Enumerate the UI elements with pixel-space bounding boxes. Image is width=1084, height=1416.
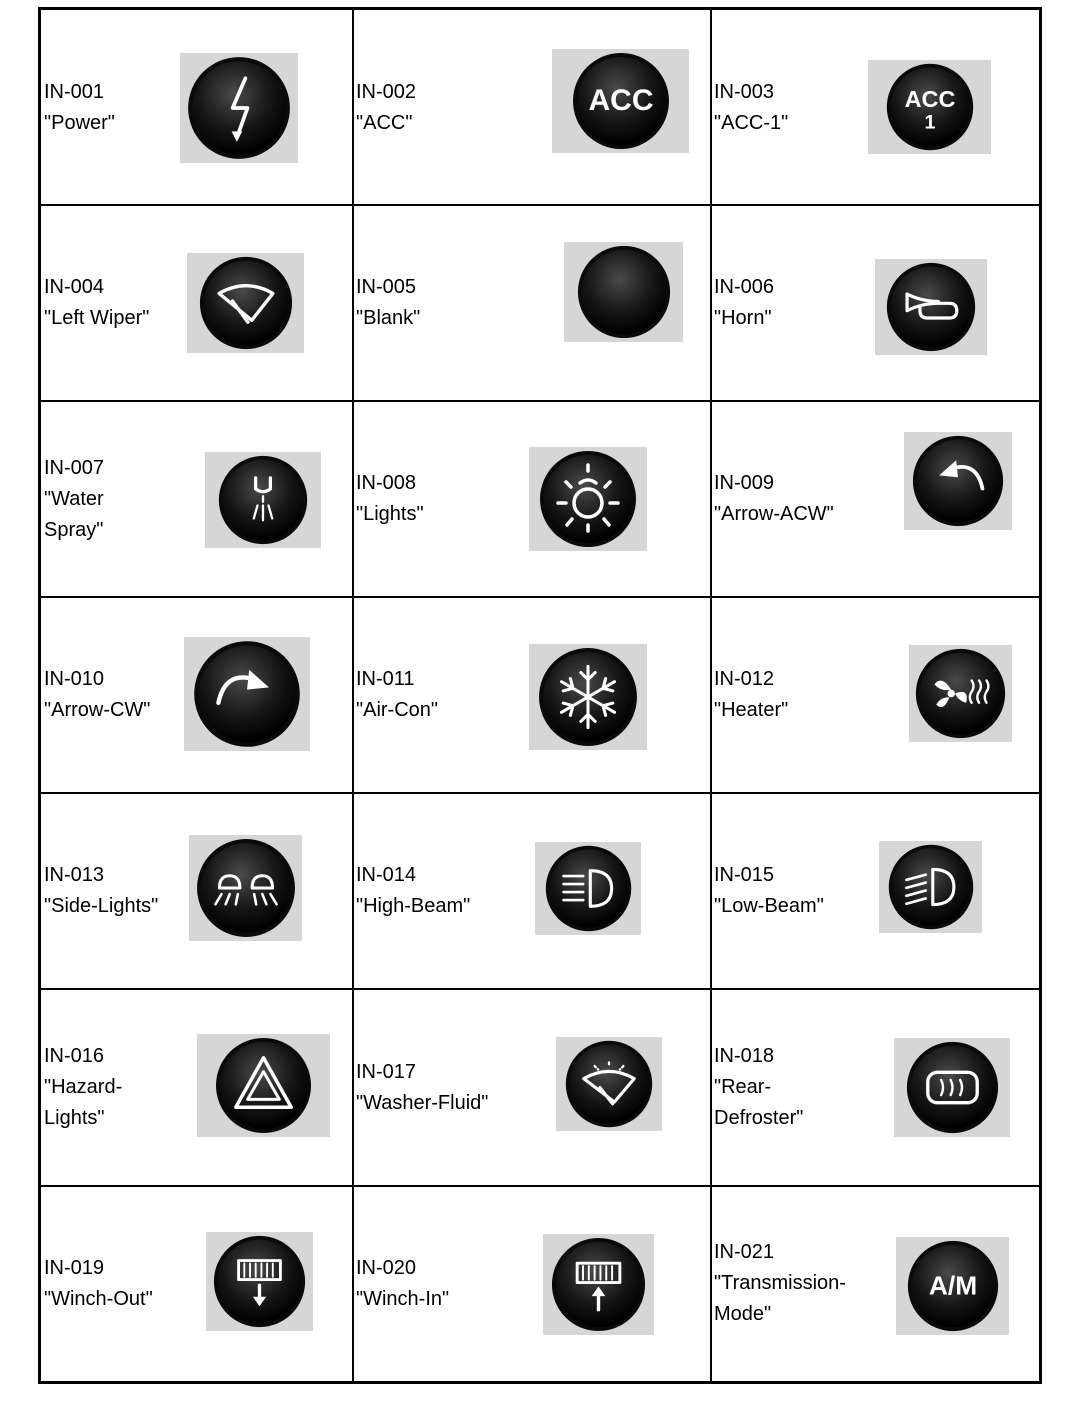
icon-label <box>44 793 158 989</box>
part-number: IN-003 <box>714 80 775 103</box>
svg-text:ACC: ACC <box>904 86 955 112</box>
icon-label <box>356 401 424 597</box>
icon-image <box>896 1237 1009 1335</box>
icon-label <box>714 989 803 1186</box>
part-number: IN-020 <box>356 1256 417 1279</box>
part-number: IN-009 <box>714 472 775 494</box>
transmission-mode-icon <box>906 1239 1000 1333</box>
icon-name: "Winch-In" <box>356 1287 450 1310</box>
part-number: IN-004 <box>44 276 105 298</box>
low-beam-icon <box>887 843 975 931</box>
icon-name: "Air-Con" <box>356 699 438 721</box>
icon-cell <box>41 205 353 401</box>
icon-label <box>44 401 104 597</box>
high-beam-icon <box>544 844 633 933</box>
part-number: IN-001 <box>44 80 105 103</box>
hazard-icon <box>214 1036 313 1135</box>
icon-name: "Lights" <box>356 503 424 525</box>
water-spray-icon <box>217 454 309 546</box>
icon-label <box>44 989 122 1186</box>
icon-image <box>879 841 982 933</box>
icon-image <box>556 1037 662 1131</box>
icon-name: Lights" <box>44 1107 105 1129</box>
icon-image <box>206 1232 313 1331</box>
icon-label <box>714 401 834 597</box>
icon-cell <box>41 989 353 1186</box>
icon-name: Mode" <box>714 1303 772 1325</box>
icon-name: "Rear- <box>714 1076 772 1098</box>
icon-label <box>714 205 774 401</box>
icon-image <box>875 259 987 355</box>
icon-name: "Transmission- <box>714 1272 846 1294</box>
icon-cell <box>353 793 711 989</box>
icon-cell <box>711 989 1039 1186</box>
icon-name: "High-Beam" <box>356 895 471 917</box>
icon-image <box>543 1234 654 1335</box>
icon-cell <box>711 793 1039 989</box>
icon-name: "Winch-Out" <box>44 1287 153 1310</box>
icon-cell <box>353 401 711 597</box>
icon-label <box>44 10 115 205</box>
icon-cell <box>353 597 711 793</box>
icon-label <box>714 10 788 205</box>
rear-defroster-icon <box>905 1040 1000 1135</box>
icon-image <box>184 637 310 751</box>
icon-name: "Horn" <box>714 307 772 329</box>
side-lights-icon <box>195 837 297 939</box>
icon-label <box>356 989 488 1186</box>
icon-label <box>44 205 149 401</box>
icon-name: "Arrow-ACW" <box>714 503 834 525</box>
icon-name: "Water <box>44 487 104 510</box>
horn-icon <box>885 261 977 353</box>
icon-label <box>714 793 824 989</box>
icon-label <box>356 10 416 205</box>
wiper-icon <box>198 255 294 351</box>
icon-image <box>187 253 304 353</box>
icon-cell <box>41 793 353 989</box>
svg-text:A/M: A/M <box>928 1270 977 1301</box>
washer-fluid-icon <box>564 1039 654 1129</box>
acc-1-icon <box>885 62 975 152</box>
part-number: IN-014 <box>356 864 417 886</box>
icon-cell <box>711 597 1039 793</box>
icon-name: "Washer-Fluid" <box>356 1091 489 1114</box>
icon-image <box>535 842 641 935</box>
winch-out-icon <box>212 1234 307 1329</box>
arrow-acw-icon <box>911 434 1005 528</box>
power-icon <box>186 55 292 161</box>
icon-cell <box>41 401 353 597</box>
arrow-cw-icon <box>192 639 302 749</box>
icon-image <box>189 835 302 941</box>
icon-cell <box>353 1186 711 1381</box>
lights-icon <box>538 449 638 549</box>
icon-name: "ACC-1" <box>714 111 789 134</box>
icon-image <box>904 432 1012 530</box>
part-number: IN-005 <box>356 276 417 298</box>
icon-image <box>894 1038 1010 1137</box>
icon-cell <box>711 1186 1039 1381</box>
icon-label <box>44 597 150 793</box>
part-number: IN-021 <box>714 1241 775 1263</box>
part-number: IN-008 <box>356 472 417 494</box>
icon-cell <box>41 1186 353 1381</box>
icon-label <box>356 597 438 793</box>
icon-name: "Hazard- <box>44 1076 123 1098</box>
icon-name: "Low-Beam" <box>714 895 824 917</box>
part-number: IN-016 <box>44 1045 105 1067</box>
icon-image <box>529 644 647 750</box>
icon-name: "Side-Lights" <box>44 895 159 917</box>
icon-label <box>714 1186 846 1381</box>
switch-icon-table <box>38 7 1042 1384</box>
icon-image <box>564 242 683 342</box>
icon-cell <box>41 597 353 793</box>
blank-icon <box>576 244 672 340</box>
part-number: IN-017 <box>356 1060 417 1083</box>
icon-name: "ACC" <box>356 111 413 134</box>
icon-image <box>868 60 991 154</box>
icon-image <box>529 447 647 551</box>
icon-label <box>356 205 420 401</box>
part-number: IN-019 <box>44 1256 105 1279</box>
part-number: IN-006 <box>714 276 775 298</box>
icon-image <box>552 49 689 153</box>
icon-name: Spray" <box>44 518 104 541</box>
part-number: IN-007 <box>44 456 105 479</box>
icon-label <box>714 597 788 793</box>
icon-label <box>356 793 470 989</box>
icon-image <box>180 53 298 163</box>
part-number: IN-011 <box>356 668 415 690</box>
icon-name: "Heater" <box>714 699 789 721</box>
icon-name: "Blank" <box>356 307 421 329</box>
part-number: IN-010 <box>44 668 105 690</box>
icon-cell <box>711 10 1039 205</box>
icon-label <box>44 1186 153 1381</box>
snowflake-icon <box>537 646 639 748</box>
icon-name: "Power" <box>44 111 115 134</box>
acc-icon <box>571 51 671 151</box>
icon-image <box>197 1034 330 1137</box>
icon-label <box>356 1186 449 1381</box>
part-number: IN-002 <box>356 80 417 103</box>
svg-text:ACC: ACC <box>588 84 653 117</box>
icon-cell <box>711 401 1039 597</box>
winch-in-icon <box>550 1236 647 1333</box>
icon-cell <box>711 205 1039 401</box>
part-number: IN-018 <box>714 1045 775 1067</box>
icon-image <box>205 452 321 548</box>
part-number: IN-013 <box>44 864 105 886</box>
part-number: IN-015 <box>714 864 775 886</box>
icon-image <box>909 645 1012 742</box>
icon-name: "Arrow-CW" <box>44 699 151 721</box>
icon-cell <box>353 10 711 205</box>
icon-cell <box>353 205 711 401</box>
icon-name: "Left Wiper" <box>44 307 150 329</box>
heater-icon <box>914 647 1007 740</box>
icon-name: Defroster" <box>714 1107 804 1129</box>
icon-cell <box>353 989 711 1186</box>
icon-cell <box>41 10 353 205</box>
part-number: IN-012 <box>714 668 775 690</box>
svg-text:1: 1 <box>923 111 936 134</box>
